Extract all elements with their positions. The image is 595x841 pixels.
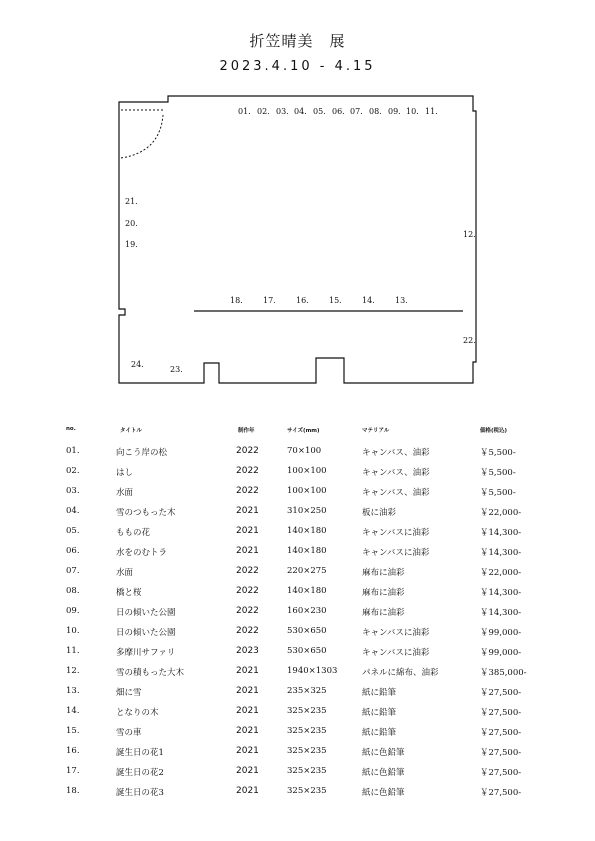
cell-material: 紙に色鉛筆 xyxy=(362,748,405,758)
wall-label: 05. xyxy=(313,107,326,116)
cell-material: 麻布に油彩 xyxy=(362,568,405,578)
cell-no: 12. xyxy=(66,666,80,676)
wall-label: 02. xyxy=(257,107,270,116)
cell-material: 紙に色鉛筆 xyxy=(362,788,405,798)
cell-material: 紙に色鉛筆 xyxy=(362,768,405,778)
cell-no: 02. xyxy=(66,466,80,476)
cell-no: 13. xyxy=(66,686,80,696)
table-row xyxy=(66,546,546,566)
cell-price: ￥14,300- xyxy=(480,608,522,618)
cell-price: ￥14,300- xyxy=(480,588,522,598)
table-row xyxy=(66,446,546,466)
wall-label: 11. xyxy=(425,107,438,116)
table-row xyxy=(66,566,546,586)
floor-plan xyxy=(0,0,595,420)
cell-size: 235×325 xyxy=(287,686,327,696)
wall-label: 01. xyxy=(238,107,251,116)
wall-label: 12. xyxy=(463,230,476,239)
cell-size: 310×250 xyxy=(287,506,327,516)
cell-no: 16. xyxy=(66,746,80,756)
cell-year: 2021 xyxy=(236,526,259,536)
cell-material: キャンバス、油彩 xyxy=(362,488,430,498)
cell-year: 2021 xyxy=(236,726,259,736)
table-row xyxy=(66,626,546,646)
table-row xyxy=(66,706,546,726)
cell-year: 2022 xyxy=(236,486,259,496)
cell-title: 水面 xyxy=(116,568,134,578)
cell-no: 06. xyxy=(66,546,80,556)
cell-no: 03. xyxy=(66,486,80,496)
cell-price: ￥5,500- xyxy=(480,488,516,498)
table-row xyxy=(66,666,546,686)
cell-material: キャンバス、油彩 xyxy=(362,468,430,478)
cell-price: ￥27,500- xyxy=(480,768,522,778)
wall-label: 17. xyxy=(263,296,276,305)
cell-material: 紙に鉛筆 xyxy=(362,708,397,718)
cell-no: 11. xyxy=(66,646,80,656)
cell-price: ￥22,000- xyxy=(480,568,522,578)
wall-label: 08. xyxy=(369,107,382,116)
table-row xyxy=(66,586,546,606)
cell-price: ￥99,000- xyxy=(480,648,522,658)
wall-label: 24. xyxy=(131,360,144,369)
cell-price: ￥27,500- xyxy=(480,788,522,798)
cell-material: キャンバスに油彩 xyxy=(362,548,430,558)
cell-size: 325×235 xyxy=(287,766,327,776)
wall-label: 13. xyxy=(395,296,408,305)
cell-no: 17. xyxy=(66,766,80,776)
wall-label: 06. xyxy=(332,107,345,116)
wall-label: 19. xyxy=(125,240,138,249)
cell-title: 水面 xyxy=(116,488,134,498)
cell-no: 01. xyxy=(66,446,80,456)
header-no: no. xyxy=(66,426,76,432)
cell-year: 2022 xyxy=(236,446,259,456)
cell-price: ￥5,500- xyxy=(480,448,516,458)
cell-title: 誕生日の花1 xyxy=(116,748,164,758)
table-row xyxy=(66,646,546,666)
cell-title: 誕生日の花3 xyxy=(116,788,164,798)
table-row xyxy=(66,766,546,786)
cell-year: 2022 xyxy=(236,606,259,616)
cell-title: 日の傾いた公園 xyxy=(116,608,176,618)
cell-price: ￥27,500- xyxy=(480,688,522,698)
cell-size: 100×100 xyxy=(287,486,327,496)
cell-no: 08. xyxy=(66,586,80,596)
cell-material: 紙に鉛筆 xyxy=(362,728,397,738)
wall-label: 23. xyxy=(170,365,183,374)
wall-label: 16. xyxy=(296,296,309,305)
table-row xyxy=(66,726,546,746)
cell-price: ￥14,300- xyxy=(480,528,522,538)
cell-year: 2021 xyxy=(236,766,259,776)
cell-price: ￥385,000- xyxy=(480,668,527,678)
table-row xyxy=(66,526,546,546)
header-material: マテリアル xyxy=(362,428,390,434)
cell-size: 140×180 xyxy=(287,586,327,596)
cell-year: 2022 xyxy=(236,566,259,576)
table-row xyxy=(66,466,546,486)
cell-price: ￥14,300- xyxy=(480,548,522,558)
header-year: 制作年 xyxy=(238,428,255,434)
cell-title: 雪の車 xyxy=(116,728,142,738)
table-row xyxy=(66,486,546,506)
cell-title: となりの木 xyxy=(116,708,159,718)
cell-year: 2022 xyxy=(236,626,259,636)
cell-price: ￥27,500- xyxy=(480,748,522,758)
cell-size: 530×650 xyxy=(287,626,327,636)
cell-material: キャンバスに油彩 xyxy=(362,528,430,538)
table-row xyxy=(66,786,546,806)
table-row xyxy=(66,506,546,526)
cell-year: 2021 xyxy=(236,506,259,516)
cell-title: 水をのむトラ xyxy=(116,548,168,558)
cell-title: 雪のつもった木 xyxy=(116,508,176,518)
cell-price: ￥22,000- xyxy=(480,508,522,518)
cell-material: 紙に鉛筆 xyxy=(362,688,397,698)
wall-label: 09. xyxy=(388,107,401,116)
cell-size: 220×275 xyxy=(287,566,327,576)
cell-title: 畑に雪 xyxy=(116,688,142,698)
table-row xyxy=(66,686,546,706)
cell-material: パネルに綿布、油彩 xyxy=(362,668,439,678)
cell-no: 04. xyxy=(66,506,80,516)
wall-label: 10. xyxy=(406,107,419,116)
door-swing xyxy=(121,115,163,158)
table-row xyxy=(66,746,546,766)
cell-size: 530×650 xyxy=(287,646,327,656)
wall-label: 21. xyxy=(125,197,138,206)
cell-title: 誕生日の花2 xyxy=(116,768,164,778)
cell-size: 325×235 xyxy=(287,746,327,756)
cell-title: はし xyxy=(116,468,134,478)
wall-label: 22. xyxy=(463,336,476,345)
cell-year: 2021 xyxy=(236,786,259,796)
cell-no: 18. xyxy=(66,786,80,796)
cell-title: 雪の積もった大木 xyxy=(116,668,185,678)
cell-price: ￥27,500- xyxy=(480,708,522,718)
cell-material: キャンバスに油彩 xyxy=(362,648,430,658)
cell-title: 向こう岸の松 xyxy=(116,448,168,458)
cell-title: 橋と桜 xyxy=(116,588,142,598)
gallery-outline xyxy=(119,96,476,383)
cell-year: 2021 xyxy=(236,546,259,556)
cell-material: キャンバス、油彩 xyxy=(362,448,430,458)
cell-size: 140×180 xyxy=(287,526,327,536)
wall-label: 07. xyxy=(350,107,363,116)
header-price: 価格(税込) xyxy=(480,428,508,434)
cell-material: 麻布に油彩 xyxy=(362,608,405,618)
cell-material: キャンバスに油彩 xyxy=(362,628,430,638)
wall-label: 03. xyxy=(276,107,289,116)
cell-title: 日の傾いた公園 xyxy=(116,628,176,638)
cell-material: 麻布に油彩 xyxy=(362,588,405,598)
cell-no: 05. xyxy=(66,526,80,536)
cell-price: ￥5,500- xyxy=(480,468,516,478)
cell-no: 10. xyxy=(66,626,80,636)
cell-size: 140×180 xyxy=(287,546,327,556)
cell-size: 325×235 xyxy=(287,726,327,736)
wall-label: 18. xyxy=(230,296,243,305)
cell-year: 2021 xyxy=(236,666,259,676)
cell-no: 07. xyxy=(66,566,80,576)
cell-year: 2021 xyxy=(236,686,259,696)
cell-price: ￥27,500- xyxy=(480,728,522,738)
cell-year: 2021 xyxy=(236,706,259,716)
wall-label: 04. xyxy=(294,107,307,116)
cell-no: 09. xyxy=(66,606,80,616)
wall-label: 20. xyxy=(125,219,138,228)
cell-size: 325×235 xyxy=(287,706,327,716)
cell-size: 160×230 xyxy=(287,606,327,616)
table-row xyxy=(66,606,546,626)
cell-size: 70×100 xyxy=(287,446,322,456)
exhibition-title: 折笠晴美 展 xyxy=(249,32,346,50)
cell-material: 板に油彩 xyxy=(362,508,397,518)
wall-label: 14. xyxy=(362,296,375,305)
cell-year: 2022 xyxy=(236,466,259,476)
cell-title: 多摩川サファリ xyxy=(116,648,176,658)
cell-size: 100×100 xyxy=(287,466,327,476)
cell-year: 2022 xyxy=(236,586,259,596)
cell-year: 2021 xyxy=(236,746,259,756)
cell-no: 14. xyxy=(66,706,80,716)
cell-title: ももの花 xyxy=(116,528,151,538)
cell-size: 325×235 xyxy=(287,786,327,796)
wall-label: 15. xyxy=(329,296,342,305)
cell-year: 2023 xyxy=(236,646,259,656)
cell-size: 1940×1303 xyxy=(287,666,338,676)
exhibition-dates: 2023.4.10 - 4.15 xyxy=(219,59,376,74)
header-size: サイズ(mm) xyxy=(287,428,320,434)
cell-no: 15. xyxy=(66,726,80,736)
cell-price: ￥99,000- xyxy=(480,628,522,638)
header-title: タイトル xyxy=(120,428,142,434)
